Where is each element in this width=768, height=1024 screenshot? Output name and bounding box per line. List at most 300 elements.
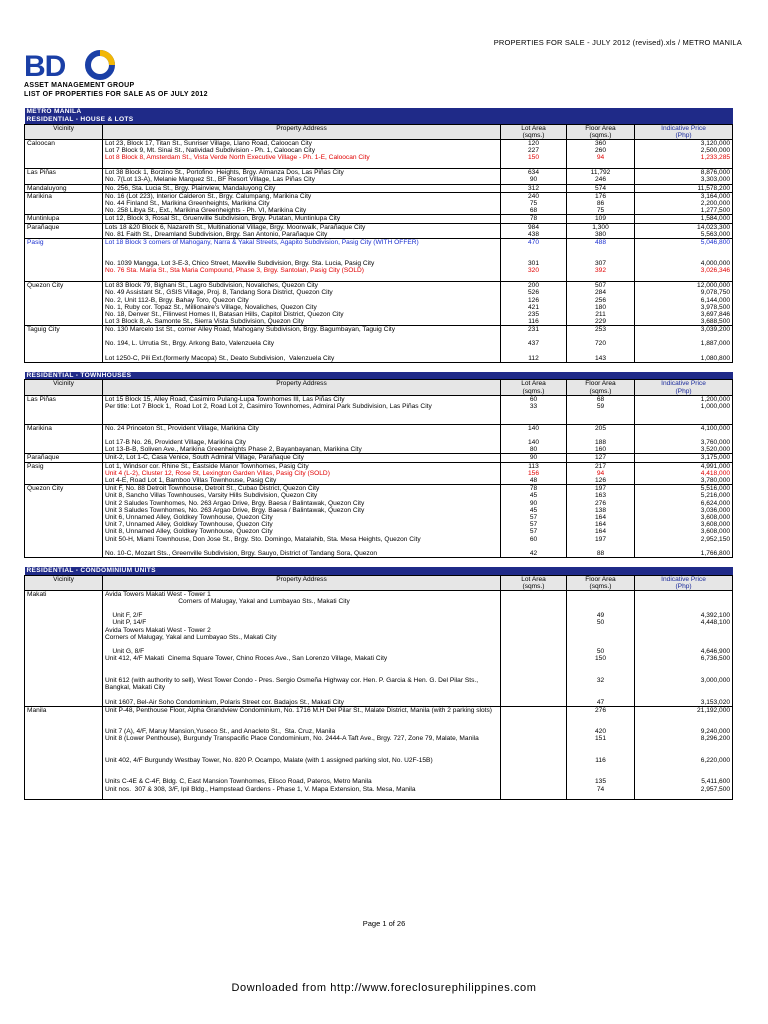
floor-area-cell: 163 bbox=[567, 492, 635, 499]
property-row bbox=[25, 239, 733, 261]
price-cell: 21,192,000 bbox=[635, 706, 733, 728]
lot-area-cell: 57 bbox=[501, 521, 567, 528]
price-cell: 3,164,000 bbox=[635, 192, 733, 200]
address-cell: Lots 18 &20 Block 6, Nazareth St., Multinational Village, Brgy. Moonwalk, Parañaque City bbox=[103, 223, 501, 231]
vicinity-cell bbox=[25, 318, 103, 326]
lot-area-cell: 150 bbox=[501, 154, 567, 168]
price-cell: 3,978,500 bbox=[635, 304, 733, 311]
price-cell: 4,448,100 bbox=[635, 619, 733, 626]
vicinity-cell bbox=[25, 648, 103, 655]
lot-area-cell: 320 bbox=[501, 267, 567, 281]
price-cell: 4,646,900 bbox=[635, 648, 733, 655]
address-cell: Lot 38 Block 1, Borzino St., Portofino Heights, Brgy. Almanza Dos, Las Piñas City bbox=[103, 169, 501, 177]
price-cell: 3,175,000 bbox=[635, 454, 733, 462]
floor-area-cell: 74 bbox=[567, 786, 635, 800]
address-cell: Lot 17-B No. 26, Provident Village, Marikina City bbox=[103, 439, 501, 446]
floor-area-cell: 256 bbox=[567, 297, 635, 304]
lot-area-cell: 200 bbox=[501, 282, 567, 290]
col-floor-unit: (sqms.) bbox=[589, 131, 612, 139]
price-cell: 11,578,200 bbox=[635, 184, 733, 192]
property-row bbox=[25, 207, 733, 215]
section-title: RESIDENTIAL - TOWNHOUSES bbox=[26, 371, 132, 379]
floor-area-cell: 720 bbox=[567, 340, 635, 354]
floor-area-cell: 135 bbox=[567, 778, 635, 785]
col-floor-area bbox=[567, 575, 635, 590]
price-cell: 1,766,800 bbox=[635, 550, 733, 558]
lot-area-cell: 45 bbox=[501, 507, 567, 514]
property-row bbox=[25, 521, 733, 528]
lot-area-cell: 421 bbox=[501, 304, 567, 311]
price-cell: 8,876,000 bbox=[635, 169, 733, 177]
address-cell: No. 130 Marcelo 1st St., corner Alley Road, Mahogany Subdivision, Brgy. Bagumbayan, Taguig City bbox=[103, 326, 501, 340]
address-cell: No. 44 Finland St., Marikina Greenheights, Marikina City bbox=[103, 200, 501, 207]
col-lot-unit: (sqms.) bbox=[522, 387, 545, 395]
lot-area-cell bbox=[501, 627, 567, 649]
vicinity-cell bbox=[25, 507, 103, 514]
vicinity-cell bbox=[25, 536, 103, 550]
address-cell: No. 194, L. Urrutia St., Brgy. Arkong Bato, Valenzuela City bbox=[103, 340, 501, 354]
address-cell: Unit nos. 307 & 308, 3/F, Ipil Bldg., Hampstead Gardens - Phase 1, V. Mapa Extension, Sta. Mesa, Manila bbox=[103, 786, 501, 800]
address-cell: Unit-2, Lot 1-C, Casa Venice, South Admiral Village, Parañaque City bbox=[103, 454, 501, 462]
col-floor-area bbox=[567, 380, 635, 395]
floor-area-cell: 307 bbox=[567, 260, 635, 267]
col-address: Property Address bbox=[103, 575, 501, 590]
lot-area-cell: 90 bbox=[501, 176, 567, 184]
col-floor-area bbox=[567, 124, 635, 139]
floor-area-cell: 47 bbox=[567, 699, 635, 707]
property-row bbox=[25, 223, 733, 231]
address-cell: No. 49 Assistant St., GSIS Village, Proj. 8, Tandang Sora District, Quezon City bbox=[103, 289, 501, 296]
floor-area-cell: 260 bbox=[567, 147, 635, 154]
lot-area-cell bbox=[501, 735, 567, 757]
price-cell: 6,624,000 bbox=[635, 500, 733, 507]
lot-area-cell bbox=[501, 728, 567, 735]
floor-area-cell: 488 bbox=[567, 239, 635, 261]
price-cell: 3,760,000 bbox=[635, 439, 733, 446]
vicinity-cell bbox=[25, 477, 103, 485]
floor-area-cell: 75 bbox=[567, 207, 635, 215]
address-cell: Unit 7, Unnamed Alley, Goldkey Townhouse, Quezon City bbox=[103, 521, 501, 528]
vicinity-cell bbox=[25, 311, 103, 318]
price-cell: 6,144,000 bbox=[635, 297, 733, 304]
address-cell: Unit 412, 4/F Makati Cinema Square Tower, Chino Roces Ave., San Lorenzo Village, Makati City bbox=[103, 655, 501, 677]
address-cell: No. 76 Sta. Maria St., Sta Maria Compound, Phase 3, Brgy. Santolan, Pasig City (SOLD) bbox=[103, 267, 501, 281]
price-cell: 4,991,000 bbox=[635, 462, 733, 470]
floor-area-cell: 151 bbox=[567, 735, 635, 757]
col-price-unit: (Php) bbox=[675, 131, 692, 139]
property-row bbox=[25, 778, 733, 785]
property-row bbox=[25, 677, 733, 699]
property-row bbox=[25, 648, 733, 655]
property-row bbox=[25, 619, 733, 626]
lot-area-cell bbox=[501, 612, 567, 619]
floor-area-cell: 246 bbox=[567, 176, 635, 184]
vicinity-cell bbox=[25, 267, 103, 281]
vicinity-cell bbox=[25, 231, 103, 239]
floor-area-cell: 138 bbox=[567, 507, 635, 514]
address-cell: Lot 15 Block 15, Alley Road, Casimiro Pulang-Lupa Townhomes III, Las Piñas City bbox=[103, 395, 501, 403]
property-row bbox=[25, 462, 733, 470]
lot-area-cell bbox=[501, 619, 567, 626]
floor-area-cell: 59 bbox=[567, 403, 635, 425]
price-cell: 5,411,600 bbox=[635, 778, 733, 785]
lot-area-cell bbox=[501, 706, 567, 728]
price-cell: 1,080,800 bbox=[635, 355, 733, 363]
property-row bbox=[25, 340, 733, 354]
vicinity-cell bbox=[25, 778, 103, 785]
section-title: RESIDENTIAL - CONDOMINIUM UNITS bbox=[26, 567, 156, 575]
floor-area-cell: 574 bbox=[567, 184, 635, 192]
price-cell: 3,608,000 bbox=[635, 528, 733, 535]
col-price bbox=[635, 380, 733, 395]
floor-area-cell: 1,300 bbox=[567, 223, 635, 231]
lot-area-cell: 33 bbox=[501, 403, 567, 425]
vicinity-cell: Caloocan bbox=[25, 139, 103, 147]
address-cell: Lot 12, Block 3, Rosal St., Gruenville Subdivision, Brgy. Putatan, Muntinlupa City bbox=[103, 215, 501, 223]
vicinity-cell: Makati bbox=[25, 591, 103, 613]
price-cell: 4,418,000 bbox=[635, 470, 733, 477]
address-cell: No. 7(Lot 13-A), Melanie Marquez St., BF Resort Village, Las Piñas City bbox=[103, 176, 501, 184]
svg-text:BD: BD bbox=[24, 50, 66, 80]
floor-area-cell: 94 bbox=[567, 470, 635, 477]
floor-area-cell: 276 bbox=[567, 500, 635, 507]
address-cell: Unit 4 (L-2), Cluster 12, Rose St, Lexington Garden Villas, Pasig City (SOLD) bbox=[103, 470, 501, 477]
property-row bbox=[25, 260, 733, 267]
floor-area-cell: 150 bbox=[567, 655, 635, 677]
address-cell: Lot 8 Block 8, Amsterdam St., Vista Verde North Executive Village - Ph. 1-E, Caloocan City bbox=[103, 154, 501, 168]
address-cell: No. 16 (Lot 223), Interior Calderon St., Brgy. Calumpang, Marikina City bbox=[103, 192, 501, 200]
vicinity-cell: Marikina bbox=[25, 425, 103, 439]
address-cell: Unit 3 Saludes Townhomes, No. 263 Argao Drive, Brgy. Baesa / Balintawak, Quezon City bbox=[103, 507, 501, 514]
vicinity-cell bbox=[25, 340, 103, 354]
col-lot-label: Lot Area bbox=[521, 124, 546, 132]
address-cell: Lot 1250-C, Pili Ext.(formerly Macopa) St., Deato Subdivision, Valenzuela City bbox=[103, 355, 501, 363]
property-row bbox=[25, 403, 733, 425]
floor-area-cell: 180 bbox=[567, 304, 635, 311]
address-cell: Unit 50-H, Miami Townhouse, Don Jose St., Brgy. Sto. Domingo, Matalahib, Sta. Mesa Heights, Quezon City bbox=[103, 536, 501, 550]
col-price bbox=[635, 124, 733, 139]
vicinity-cell bbox=[25, 677, 103, 699]
address-cell: Units C-4E & C-4F, Bldg. C, East Mansion Townhomes, Elisco Road, Pateros, Metro Manila bbox=[103, 778, 501, 785]
property-row bbox=[25, 612, 733, 619]
col-address: Property Address bbox=[103, 124, 501, 139]
price-cell bbox=[635, 627, 733, 649]
address-cell: Unit F, No. 88 Detroit Townhouse, Detroit St., Cubao District, Quezon City bbox=[103, 485, 501, 493]
address-cell: Unit 8 (Lower Penthouse), Burgundy Transpacific Place Condominium, No. 2444-A Taft Ave., Brgy. 727, Zone 79, Malate, Manila bbox=[103, 735, 501, 757]
property-row bbox=[25, 215, 733, 223]
lot-area-cell: 48 bbox=[501, 477, 567, 485]
address-cell: Lot 3 Block 8, A. Samonte St., Sierra Vista Subdivision, Quezon City bbox=[103, 318, 501, 326]
price-cell: 2,200,000 bbox=[635, 200, 733, 207]
vicinity-cell bbox=[25, 446, 103, 454]
property-row bbox=[25, 655, 733, 677]
floor-area-cell: 164 bbox=[567, 528, 635, 535]
lot-area-cell: 438 bbox=[501, 231, 567, 239]
vicinity-cell bbox=[25, 699, 103, 707]
address-cell: No. 258 Libya St., Ext., Marikina Greenheights - Ph. VI, Marikina City bbox=[103, 207, 501, 215]
property-row bbox=[25, 536, 733, 550]
property-row bbox=[25, 304, 733, 311]
price-cell: 3,000,000 bbox=[635, 677, 733, 699]
lot-area-cell: 78 bbox=[501, 485, 567, 493]
col-lot-label: Lot Area bbox=[521, 575, 546, 583]
col-price-unit: (Php) bbox=[675, 387, 692, 395]
property-row bbox=[25, 282, 733, 290]
property-row bbox=[25, 439, 733, 446]
vicinity-cell bbox=[25, 786, 103, 800]
floor-area-cell: 160 bbox=[567, 446, 635, 454]
section-header bbox=[25, 372, 733, 380]
vicinity-cell bbox=[25, 612, 103, 619]
price-cell: 6,736,500 bbox=[635, 655, 733, 677]
address-cell: Unit 6, Unnamed Alley, Goldkey Townhouse, Quezon City bbox=[103, 514, 501, 521]
lot-area-cell: 140 bbox=[501, 425, 567, 439]
lot-area-cell: 75 bbox=[501, 200, 567, 207]
floor-area-cell: 205 bbox=[567, 425, 635, 439]
address-cell: Lot 83 Block 79, Bighani St., Lagro Subdivision, Novaliches, Quezon City bbox=[103, 282, 501, 290]
address-cell: Unit 8, Sancho Villas Townhouses, Varsity Hills Subdivision, Quezon City bbox=[103, 492, 501, 499]
property-row bbox=[25, 311, 733, 318]
property-row bbox=[25, 500, 733, 507]
address-cell: Unit 402, 4/F Burgundy Westbay Tower, No. 820 P. Ocampo, Malate (with 1 assigned parking slot, No. U2F-15B) bbox=[103, 757, 501, 779]
price-cell: 1,233,285 bbox=[635, 154, 733, 168]
lot-area-cell bbox=[501, 757, 567, 779]
col-price-label: Indicative Price bbox=[661, 380, 706, 388]
lot-area-cell: 68 bbox=[501, 207, 567, 215]
property-row bbox=[25, 326, 733, 340]
price-cell: 4,100,000 bbox=[635, 425, 733, 439]
price-cell: 1,277,500 bbox=[635, 207, 733, 215]
lot-area-cell bbox=[501, 699, 567, 707]
property-row bbox=[25, 231, 733, 239]
price-cell bbox=[635, 591, 733, 613]
column-header-row bbox=[25, 575, 733, 590]
col-address: Property Address bbox=[103, 380, 501, 395]
section-spacer bbox=[25, 558, 733, 568]
property-row bbox=[25, 514, 733, 521]
price-cell: 5,046,800 bbox=[635, 239, 733, 261]
lot-area-cell: 60 bbox=[501, 536, 567, 550]
group-name: ASSET MANAGEMENT GROUP bbox=[24, 82, 135, 89]
section-header bbox=[25, 116, 733, 124]
list-title: LIST OF PROPERTIES FOR SALE AS OF JULY 2012 bbox=[24, 91, 208, 98]
vicinity-cell bbox=[25, 728, 103, 735]
price-cell: 3,303,000 bbox=[635, 176, 733, 184]
lot-area-cell: 80 bbox=[501, 446, 567, 454]
price-cell: 5,216,000 bbox=[635, 492, 733, 499]
floor-area-cell: 197 bbox=[567, 485, 635, 493]
floor-area-cell: 420 bbox=[567, 728, 635, 735]
col-lot-area bbox=[501, 575, 567, 590]
col-price-unit: (Php) bbox=[675, 582, 692, 590]
col-price-label: Indicative Price bbox=[661, 124, 706, 132]
col-lot-area bbox=[501, 380, 567, 395]
property-row bbox=[25, 492, 733, 499]
price-cell: 3,608,000 bbox=[635, 521, 733, 528]
vicinity-cell bbox=[25, 470, 103, 477]
price-cell: 6,220,000 bbox=[635, 757, 733, 779]
vicinity-cell bbox=[25, 297, 103, 304]
col-lot-label: Lot Area bbox=[521, 380, 546, 388]
lot-area-cell: 634 bbox=[501, 169, 567, 177]
address-cell: Per title: Lot 7 Block 1, Road Lot 2, Road Lot 2, Casimiro Townhomes, Admiral Park Subdivision, Las Piñas City bbox=[103, 403, 501, 425]
lot-area-cell: 227 bbox=[501, 147, 567, 154]
vicinity-cell bbox=[25, 627, 103, 649]
price-cell: 2,500,000 bbox=[635, 147, 733, 154]
vicinity-cell bbox=[25, 403, 103, 425]
vicinity-cell: Quezon City bbox=[25, 282, 103, 290]
property-row bbox=[25, 699, 733, 707]
vicinity-cell: Las Piñas bbox=[25, 169, 103, 177]
address-cell: Unit 1607, Bel-Air Soho Condominium, Polaris Street cor. Badajos St., Makati City bbox=[103, 699, 501, 707]
vicinity-cell: Parañaque bbox=[25, 223, 103, 231]
column-header-row bbox=[25, 380, 733, 395]
floor-area-cell: 32 bbox=[567, 677, 635, 699]
floor-area-cell: 284 bbox=[567, 289, 635, 296]
floor-area-cell: 143 bbox=[567, 355, 635, 363]
floor-area-cell: 176 bbox=[567, 192, 635, 200]
col-floor-unit: (sqms.) bbox=[589, 387, 612, 395]
price-cell: 8,296,200 bbox=[635, 735, 733, 757]
vicinity-cell bbox=[25, 521, 103, 528]
address-cell: No. 18, Denver St., Filinvest Homes II, Batasan Hills, Capitol District, Quezon City bbox=[103, 311, 501, 318]
lot-area-cell bbox=[501, 648, 567, 655]
address-cell: Lot 23, Block 17, Titan St., Sunriser Village, Llano Road, Caloocan City bbox=[103, 139, 501, 147]
floor-area-cell: 68 bbox=[567, 395, 635, 403]
lot-area-cell bbox=[501, 655, 567, 677]
property-row bbox=[25, 176, 733, 184]
address-cell: Lot 4-E, Road Lot 1, Bamboo Villas Townhouse, Pasig City bbox=[103, 477, 501, 485]
col-vicinity: Vicinity bbox=[25, 575, 103, 590]
lot-area-cell: 301 bbox=[501, 260, 567, 267]
region-label: METRO MANILA bbox=[26, 108, 82, 115]
floor-area-cell: 360 bbox=[567, 139, 635, 147]
address-cell: No. 10-C, Mozart Sts., Greenville Subdivision, Brgy. Sauyo, District of Tandang Sora, Quezon bbox=[103, 550, 501, 558]
lot-area-cell: 45 bbox=[501, 492, 567, 499]
col-price-label: Indicative Price bbox=[661, 575, 706, 583]
price-cell: 1,584,000 bbox=[635, 215, 733, 223]
price-cell: 9,240,000 bbox=[635, 728, 733, 735]
address-cell: No. 256, Sta. Lucia St., Brgy. Plainview, Mandaluyong City bbox=[103, 184, 501, 192]
address-cell: No. 2, Unit 112-B, Brgy. Bahay Toro, Quezon City bbox=[103, 297, 501, 304]
vicinity-cell: Manila bbox=[25, 706, 103, 728]
price-cell: 1,000,000 bbox=[635, 403, 733, 425]
col-vicinity: Vicinity bbox=[25, 380, 103, 395]
vicinity-cell: Mandaluyong bbox=[25, 184, 103, 192]
property-row bbox=[25, 470, 733, 477]
floor-area-cell: 86 bbox=[567, 200, 635, 207]
bdo-logo bbox=[24, 50, 120, 80]
col-floor-label: Floor Area bbox=[585, 124, 616, 132]
price-cell: 9,078,750 bbox=[635, 289, 733, 296]
property-row bbox=[25, 184, 733, 192]
floor-area-cell: 127 bbox=[567, 454, 635, 462]
download-source: Downloaded from http://www.foreclosurephilippines.com bbox=[231, 982, 537, 994]
property-row bbox=[25, 591, 733, 613]
vicinity-cell bbox=[25, 514, 103, 521]
vicinity-cell bbox=[25, 500, 103, 507]
lot-area-cell: 78 bbox=[501, 215, 567, 223]
vicinity-cell bbox=[25, 200, 103, 207]
address-cell: Unit 2 Saludes Townhomes, No. 263 Argao Drive, Brgy. Baesa / Balintawak, Quezon City bbox=[103, 500, 501, 507]
address-cell: Unit 612 (with authority to sell), West Tower Condo - Pres. Sergio Osmeña Highway cor. Hen. P. Garcia & Hen. G. Del Pilar Sts., Bangkal, Makati City bbox=[103, 677, 501, 699]
lot-area-cell: 112 bbox=[501, 355, 567, 363]
lot-area-cell: 90 bbox=[501, 500, 567, 507]
address-cell: Avida Towers Makati West - Tower 1 Corners of Malugay, Yakal and Lumbayao Sts., Makati City bbox=[103, 591, 501, 613]
property-row bbox=[25, 735, 733, 757]
price-cell: 1,200,000 bbox=[635, 395, 733, 403]
address-cell: Unit P, 14/F bbox=[103, 619, 501, 626]
vicinity-cell: Pasig bbox=[25, 462, 103, 470]
vicinity-cell bbox=[25, 304, 103, 311]
lot-area-cell: 231 bbox=[501, 326, 567, 340]
price-cell: 3,520,000 bbox=[635, 446, 733, 454]
lot-area-cell bbox=[501, 778, 567, 785]
floor-area-cell: 188 bbox=[567, 439, 635, 446]
lot-area-cell: 312 bbox=[501, 184, 567, 192]
vicinity-cell bbox=[25, 619, 103, 626]
address-cell: Unit 8, Unnamed Alley, Goldkey Townhouse, Quezon City bbox=[103, 528, 501, 535]
property-row bbox=[25, 728, 733, 735]
address-cell: Lot 13-B-B, Soliven Ave., Marikina Greenheights Phase 2, Bayanbayanan, Marikina City bbox=[103, 446, 501, 454]
floor-area-cell: 229 bbox=[567, 318, 635, 326]
lot-area-cell: 156 bbox=[501, 470, 567, 477]
col-lot-area bbox=[501, 124, 567, 139]
vicinity-cell bbox=[25, 154, 103, 168]
floor-area-cell: 197 bbox=[567, 536, 635, 550]
lot-area-cell: 57 bbox=[501, 514, 567, 521]
floor-area-cell: 11,792 bbox=[567, 169, 635, 177]
floor-area-cell: 211 bbox=[567, 311, 635, 318]
price-cell: 3,153,020 bbox=[635, 699, 733, 707]
floor-area-cell: 50 bbox=[567, 648, 635, 655]
property-row bbox=[25, 425, 733, 439]
floor-area-cell bbox=[567, 591, 635, 613]
vicinity-cell bbox=[25, 147, 103, 154]
floor-area-cell: 49 bbox=[567, 612, 635, 619]
address-cell: Avida Towers Makati West - Tower 2 Corners of Malugay, Yakal and Lumbayao Sts., Makati City bbox=[103, 627, 501, 649]
floor-area-cell: 164 bbox=[567, 514, 635, 521]
lot-area-cell: 113 bbox=[501, 462, 567, 470]
lot-area-cell: 60 bbox=[501, 395, 567, 403]
vicinity-cell bbox=[25, 355, 103, 363]
property-row bbox=[25, 154, 733, 168]
lot-area-cell bbox=[501, 677, 567, 699]
address-cell: No. 81 Faith St., Dreamland Subdivision, Brgy. San Antonio, Parañaque City bbox=[103, 231, 501, 239]
property-row bbox=[25, 355, 733, 363]
property-row bbox=[25, 446, 733, 454]
price-cell: 3,120,000 bbox=[635, 139, 733, 147]
price-cell: 12,000,000 bbox=[635, 282, 733, 290]
vicinity-cell bbox=[25, 550, 103, 558]
property-row bbox=[25, 200, 733, 207]
property-row bbox=[25, 169, 733, 177]
lot-area-cell: 526 bbox=[501, 289, 567, 296]
property-row bbox=[25, 289, 733, 296]
vicinity-cell: Las Piñas bbox=[25, 395, 103, 403]
vicinity-cell bbox=[25, 439, 103, 446]
lot-area-cell: 42 bbox=[501, 550, 567, 558]
col-vicinity: Vicinity bbox=[25, 124, 103, 139]
section-spacer bbox=[25, 362, 733, 372]
property-row bbox=[25, 139, 733, 147]
property-row bbox=[25, 267, 733, 281]
lot-area-cell: 984 bbox=[501, 223, 567, 231]
lot-area-cell: 235 bbox=[501, 311, 567, 318]
floor-area-cell: 392 bbox=[567, 267, 635, 281]
col-price bbox=[635, 575, 733, 590]
floor-area-cell: 380 bbox=[567, 231, 635, 239]
